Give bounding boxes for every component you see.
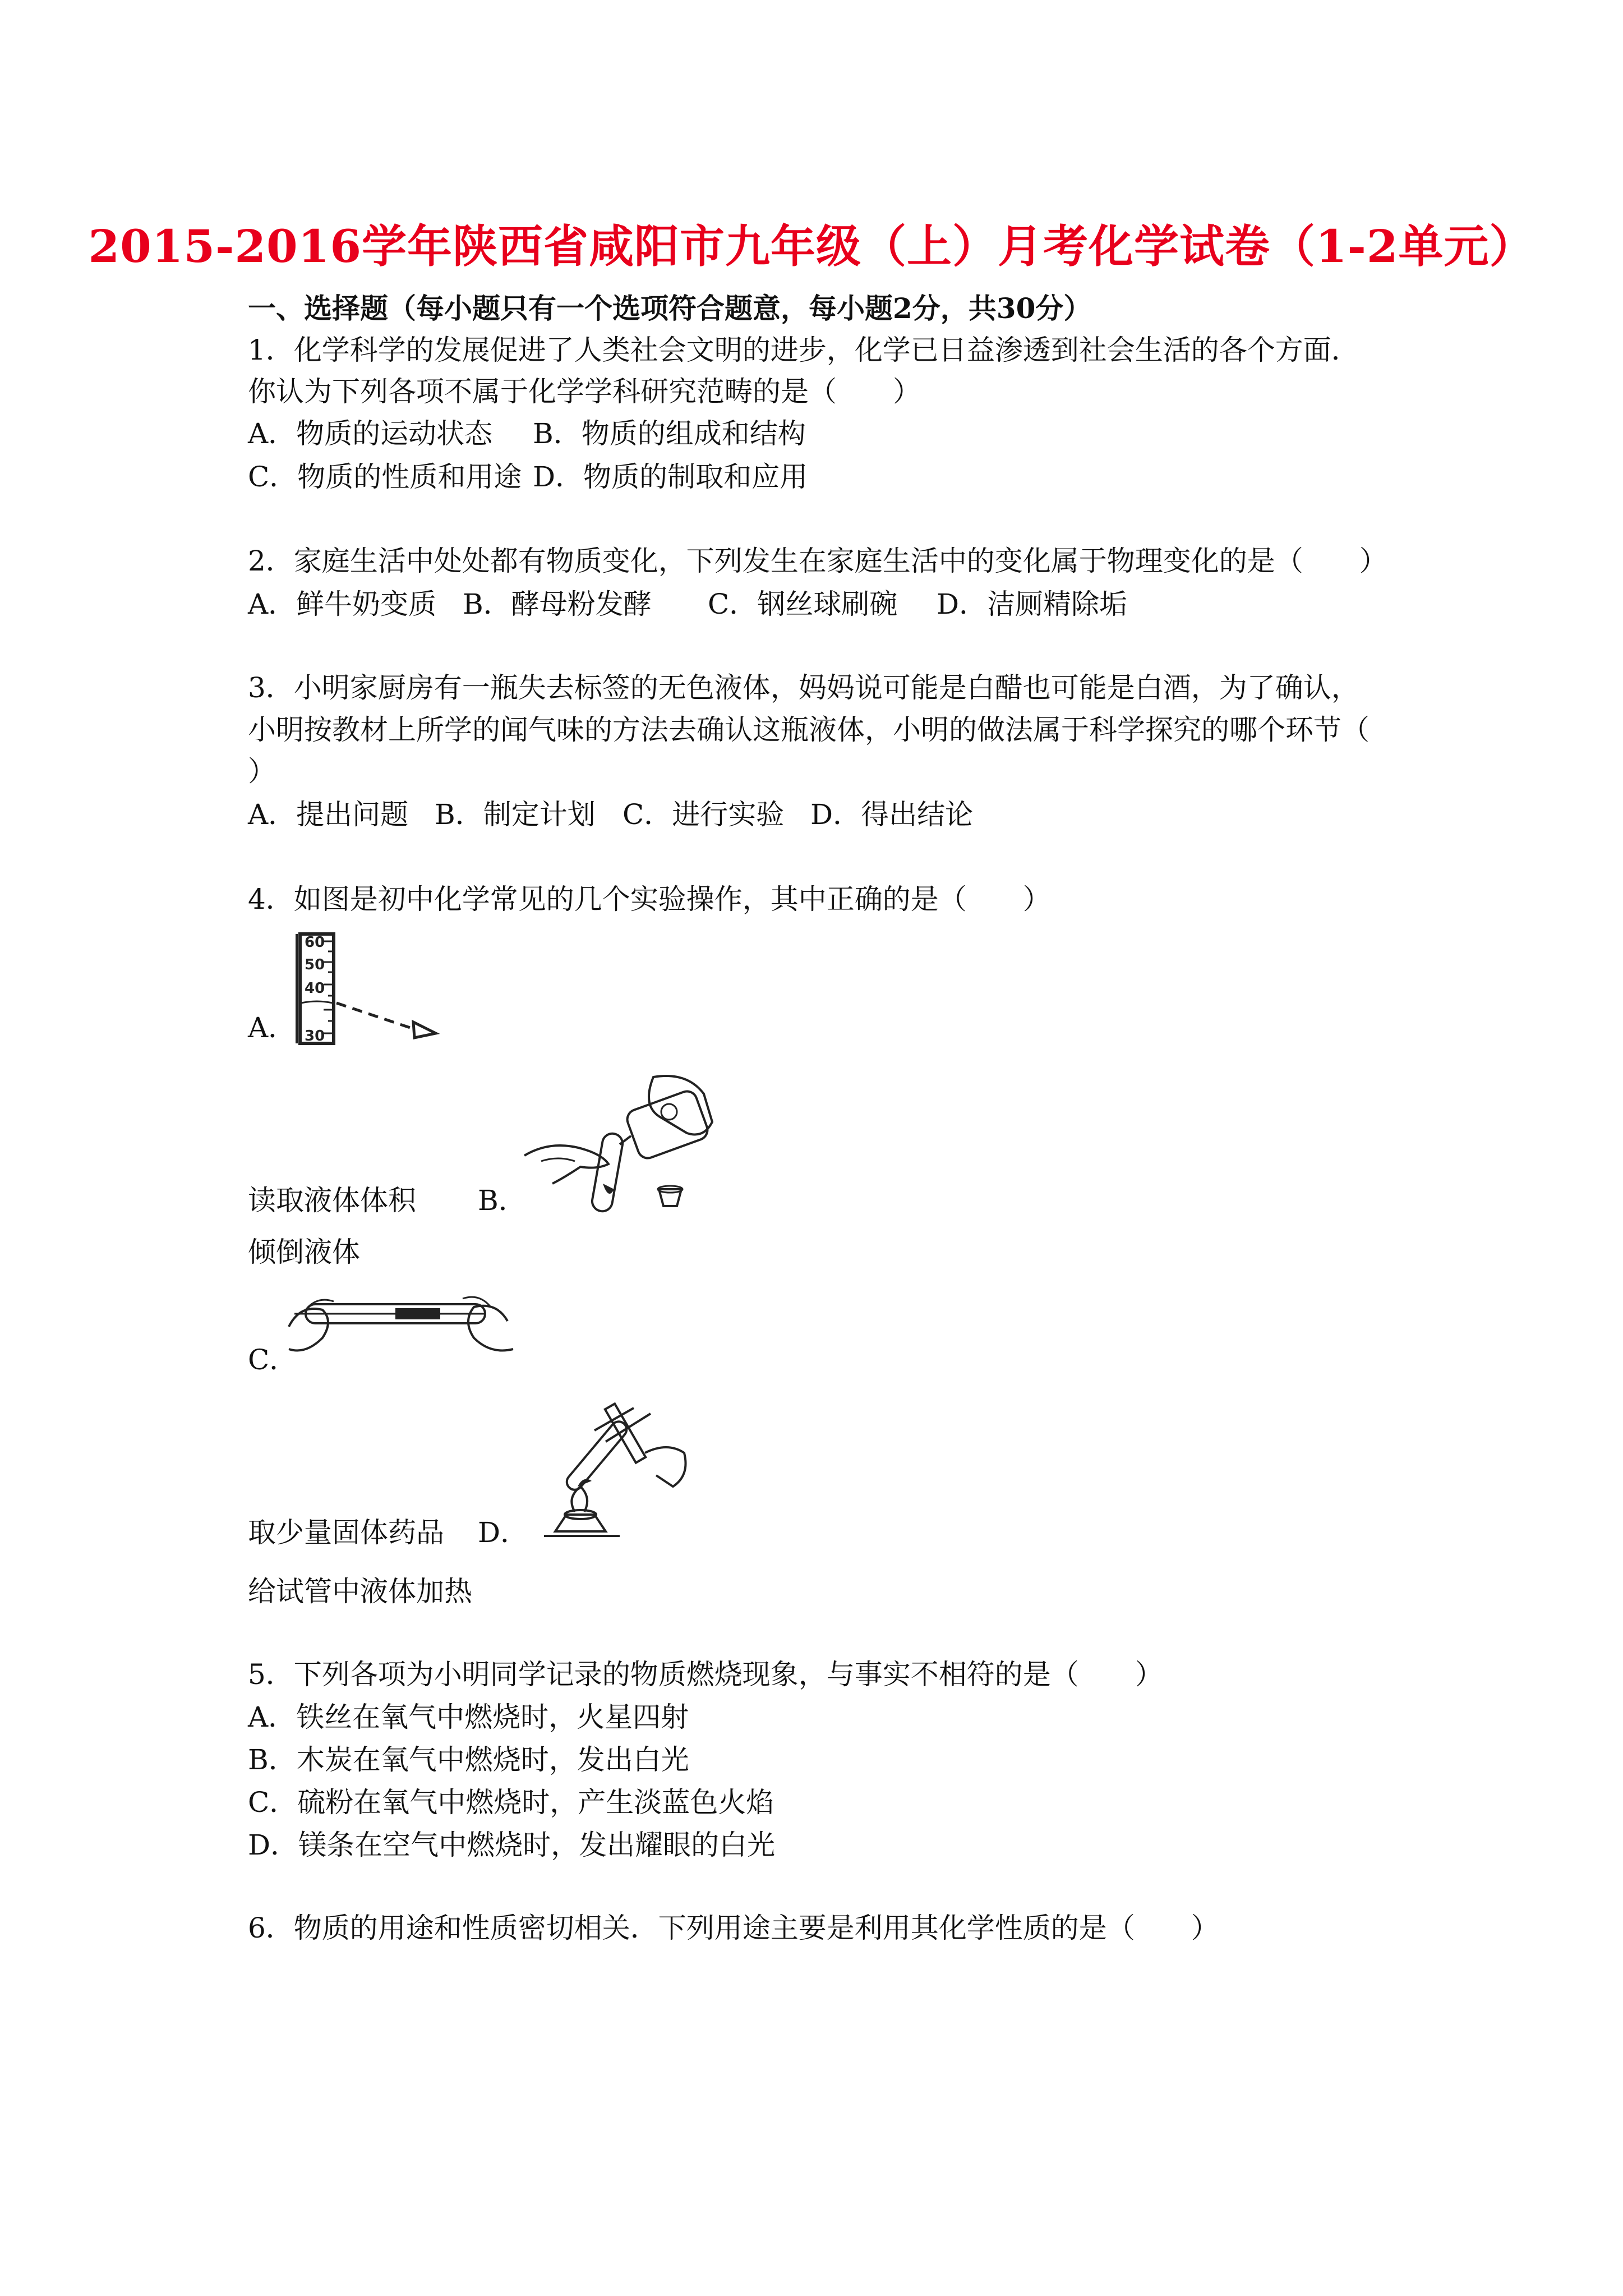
q1-option-c: C．物质的性质和用途 (248, 461, 522, 493)
eye-icon (413, 1022, 436, 1038)
q2-stem: 2．家庭生活中处处都有物质变化，下列发生在家庭生活中的变化属于物理变化的是（ ） (248, 545, 1387, 577)
q1-option-b: B．物质的组成和结构 (533, 417, 806, 450)
q3-stem-line1: 3．小明家厨房有一瓶失去标签的无色液体，妈妈说可能是白醋也可能是白酒，为了确认， (248, 671, 1359, 704)
q4-option-d-letter: D． (478, 1516, 529, 1549)
section-heading: 一、选择题（每小题只有一个选项符合题意，每小题2分，共30分） (248, 292, 1092, 325)
q6-stem: 6．物质的用途和性质密切相关．下列用途主要是利用其化学性质的是（ ） (248, 1912, 1219, 1944)
cylinder-tick-30: 30 (305, 1028, 325, 1045)
q3-option-b: B．制定计划 (435, 798, 596, 831)
cylinder-tick-50: 50 (305, 956, 325, 973)
q2-option-b: B．酵母粉发酵 (463, 588, 652, 620)
q1-option-a: A．物质的运动状态 (248, 417, 493, 450)
q3-stem-line3: ） (248, 755, 276, 788)
cylinder-tick-40: 40 (305, 980, 325, 997)
heating-liquid-figure (522, 1402, 701, 1543)
q5-option-b: B．木炭在氧气中燃烧时，发出白光 (248, 1743, 689, 1776)
q1-stem-line1: 1．化学科学的发展促进了人类社会文明的进步，化学已日益渗透到社会生活的各个方面． (248, 334, 1359, 366)
q4-option-c-letter: C． (248, 1343, 298, 1376)
pouring-liquid-figure (519, 1071, 743, 1223)
solid-reagent-figure (283, 1282, 519, 1366)
q2-option-d: D．洁厕精除垢 (937, 588, 1128, 620)
q3-option-a: A．提出问题 (248, 798, 409, 831)
q1-stem-line2: 你认为下列各项不属于化学学科研究范畴的是（ ） (248, 375, 921, 408)
q4-option-a-text: 读取液体体积 (248, 1184, 416, 1217)
q2-option-a: A．鲜牛奶变质 (248, 588, 437, 620)
q3-stem-line2: 小明按教材上所学的闻气味的方法去确认这瓶液体，小明的做法属于科学探究的哪个环节（ (248, 714, 1370, 746)
cylinder-tick-60: 60 (305, 934, 325, 951)
q4-option-b-text: 倾倒液体 (248, 1236, 360, 1268)
q5-option-a: A．铁丝在氧气中燃烧时，火星四射 (248, 1701, 689, 1733)
q5-stem: 5．下列各项为小明同学记录的物质燃烧现象，与事实不相符的是（ ） (248, 1658, 1163, 1691)
q4-option-d-text: 给试管中液体加热 (248, 1575, 472, 1608)
q5-option-d: D．镁条在空气中燃烧时，发出耀眼的白光 (248, 1829, 776, 1861)
graduated-cylinder-figure (289, 931, 446, 1049)
q4-option-c-text: 取少量固体药品 (248, 1516, 444, 1549)
page-title: 2015-2016学年陕西省咸阳市九年级（上）月考化学试卷（1-2单元） (88, 220, 1535, 273)
q4-option-b-letter: B． (478, 1184, 527, 1217)
alcohol-lamp-icon (555, 1515, 606, 1531)
q3-option-c: C．进行实验 (623, 798, 785, 831)
q1-option-d: D．物质的制取和应用 (533, 461, 808, 493)
q5-option-c: C．硫粉在氧气中燃烧时，产生淡蓝色火焰 (248, 1786, 774, 1819)
q2-option-c: C．钢丝球刷碗 (708, 588, 898, 620)
q4-option-a-letter: A． (248, 1011, 297, 1044)
q4-stem: 4．如图是初中化学常见的几个实验操作，其中正确的是（ ） (248, 883, 1051, 915)
q3-option-d: D．得出结论 (810, 798, 974, 831)
